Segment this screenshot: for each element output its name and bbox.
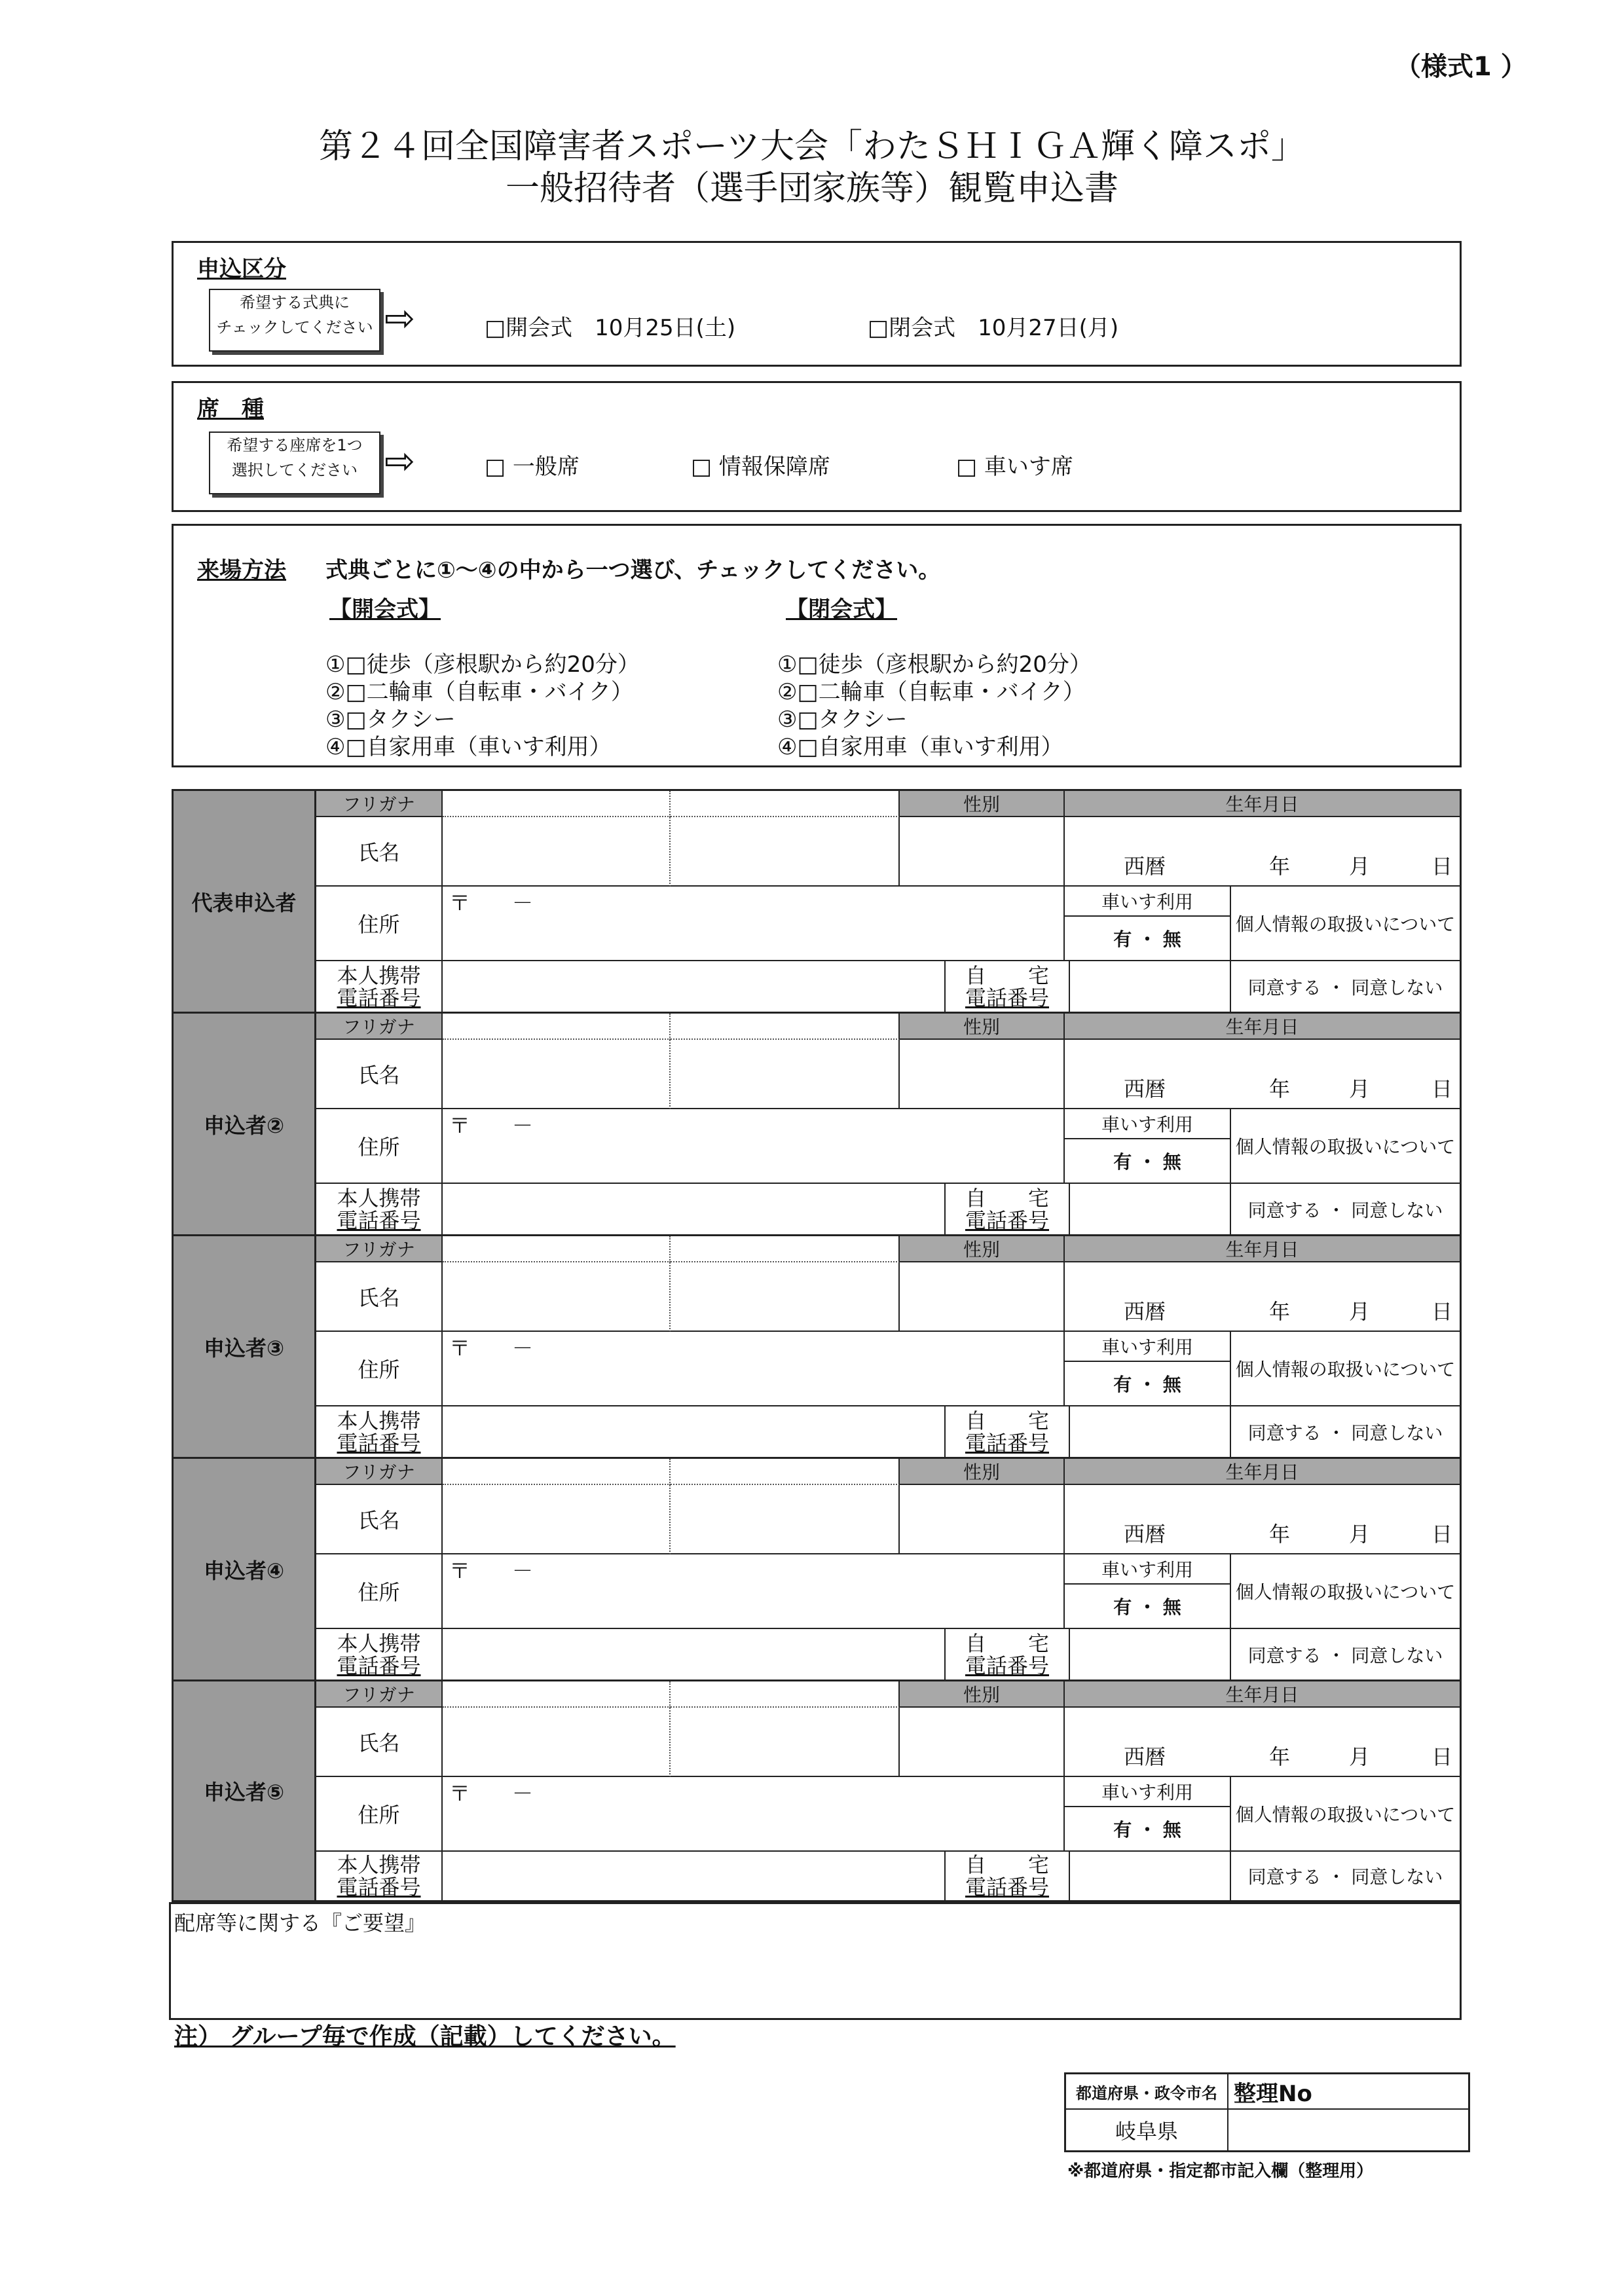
opening-car-checkbox[interactable]: ④□自家用車（車いす利用） xyxy=(325,734,612,760)
gender-label: 性別 xyxy=(900,1681,1065,1708)
consent-options[interactable]: 同意する ・ 同意しない xyxy=(1247,976,1443,999)
era-label: 西暦 xyxy=(1124,1076,1166,1101)
home-label-line1: 自 宅 xyxy=(965,1408,1049,1433)
furigana-given-input[interactable] xyxy=(671,1459,900,1485)
name-label: 氏名 xyxy=(316,1485,443,1554)
name-label: 氏名 xyxy=(316,1040,443,1109)
privacy-label: 個人情報の取扱いについて xyxy=(1231,1332,1460,1406)
given-name-input[interactable] xyxy=(671,1262,900,1332)
home-phone-label xyxy=(946,961,1070,1012)
postal-label: 〒 － xyxy=(449,1558,534,1583)
mobile-label-line2: 電話番号 xyxy=(337,1207,421,1233)
section-ceremony-hint xyxy=(209,289,380,352)
name-label: 氏名 xyxy=(316,817,443,887)
closing-taxi-checkbox[interactable]: ③□タクシー xyxy=(777,707,908,733)
home-phone-input[interactable] xyxy=(1070,1852,1231,1900)
furigana-surname-input[interactable] xyxy=(443,791,671,817)
day-label: 日 xyxy=(1431,1522,1453,1547)
closing-walk-checkbox[interactable]: ①□徒歩（彦根駅から約20分） xyxy=(777,652,1092,678)
applicant-block xyxy=(174,1014,1460,1236)
birth-date-input[interactable] xyxy=(1065,1708,1460,1777)
era-label: 西暦 xyxy=(1124,1522,1166,1547)
year-label: 年 xyxy=(1269,854,1291,879)
applicant-block xyxy=(174,1236,1460,1459)
mobile-label-line1: 本人携帯 xyxy=(337,963,421,988)
hint-line: 希望する式典に xyxy=(240,293,350,312)
furigana-label: フリガナ xyxy=(316,1681,443,1708)
gender-input[interactable] xyxy=(900,1262,1065,1332)
privacy-label: 個人情報の取扱いについて xyxy=(1231,887,1460,961)
consent-options[interactable]: 同意する ・ 同意しない xyxy=(1247,1644,1443,1666)
applicant-block xyxy=(174,1681,1460,1900)
home-label-line2: 電話番号 xyxy=(965,985,1049,1010)
form-number: （様式1 ） xyxy=(1395,52,1527,82)
privacy-label: 個人情報の取扱いについて xyxy=(1231,1554,1460,1629)
seat-info-support-checkbox[interactable]: □ 情報保障席 xyxy=(691,454,830,480)
wheelchair-options[interactable]: 有 ・ 無 xyxy=(1065,917,1231,961)
section-seat-hint xyxy=(209,431,380,494)
month-label: 月 xyxy=(1349,1522,1371,1547)
consent-options[interactable]: 同意する ・ 同意しない xyxy=(1247,1866,1443,1888)
year-label: 年 xyxy=(1269,1522,1291,1547)
address-input[interactable] xyxy=(443,1109,1065,1184)
section-arrival-label: 来場方法 xyxy=(197,557,286,583)
birth-date-input[interactable] xyxy=(1065,1262,1460,1332)
address-input[interactable] xyxy=(443,887,1065,961)
applicant-label: 申込者⑤ xyxy=(174,1681,316,1900)
wheelchair-options[interactable]: 有 ・ 無 xyxy=(1065,1362,1231,1406)
mobile-label-line2: 電話番号 xyxy=(337,1430,421,1456)
furigana-label: フリガナ xyxy=(316,1014,443,1040)
home-label-line1: 自 宅 xyxy=(965,963,1049,988)
day-label: 日 xyxy=(1431,1076,1453,1101)
mobile-label-line2: 電話番号 xyxy=(337,1875,421,1900)
gender-input[interactable] xyxy=(900,1485,1065,1554)
applicant-label: 申込者② xyxy=(174,1014,316,1234)
home-phone-input[interactable] xyxy=(1070,961,1231,1012)
address-label: 住所 xyxy=(316,1554,443,1629)
home-label-line2: 電話番号 xyxy=(965,1875,1049,1900)
furigana-given-input[interactable] xyxy=(671,791,900,817)
gender-label: 性別 xyxy=(900,791,1065,817)
address-label: 住所 xyxy=(316,1777,443,1852)
month-label: 月 xyxy=(1349,1299,1371,1324)
era-label: 西暦 xyxy=(1124,854,1166,879)
prefecture-value: 岐阜県 xyxy=(1066,2110,1228,2150)
closing-car-checkbox[interactable]: ④□自家用車（車いす利用） xyxy=(777,734,1063,760)
month-label: 月 xyxy=(1349,854,1371,879)
home-phone-label xyxy=(946,1184,1070,1234)
given-name-input[interactable] xyxy=(671,1708,900,1777)
address-input[interactable] xyxy=(443,1332,1065,1406)
given-name-input[interactable] xyxy=(671,1040,900,1109)
gender-label: 性別 xyxy=(900,1459,1065,1485)
consent-options[interactable]: 同意する ・ 同意しない xyxy=(1247,1422,1443,1444)
day-label: 日 xyxy=(1431,1744,1453,1769)
seat-general-checkbox[interactable]: □ 一般席 xyxy=(485,454,580,480)
home-phone-input[interactable] xyxy=(1070,1406,1231,1457)
home-phone-input[interactable] xyxy=(1070,1629,1231,1680)
mobile-label-line1: 本人携帯 xyxy=(337,1408,421,1433)
birth-label: 生年月日 xyxy=(1065,1014,1460,1040)
surname-input[interactable] xyxy=(443,1485,671,1554)
closing-heading: 【閉会式】 xyxy=(786,597,897,623)
given-name-input[interactable] xyxy=(671,1485,900,1554)
name-label: 氏名 xyxy=(316,1708,443,1777)
postal-label: 〒 － xyxy=(449,890,534,915)
month-label: 月 xyxy=(1349,1744,1371,1769)
mobile-label-line1: 本人携帯 xyxy=(337,1630,421,1656)
furigana-label: フリガナ xyxy=(316,791,443,817)
home-phone-input[interactable] xyxy=(1070,1184,1231,1234)
opening-bicycle-checkbox[interactable]: ②□二輪車（自転車・バイク） xyxy=(325,679,633,705)
mobile-input[interactable] xyxy=(443,961,946,1012)
wheelchair-options[interactable]: 有 ・ 無 xyxy=(1065,1807,1231,1852)
given-name-input[interactable] xyxy=(671,817,900,887)
form-title-line2: 一般招待者（選手団家族等）観覧申込書 xyxy=(505,169,1118,208)
closing-ceremony-checkbox[interactable]: □閉会式 10月27日(月) xyxy=(868,315,1119,341)
applicant-block xyxy=(174,1459,1460,1681)
era-label: 西暦 xyxy=(1124,1744,1166,1769)
section-seat-label: 席 種 xyxy=(197,396,264,422)
consent-options[interactable]: 同意する ・ 同意しない xyxy=(1247,1199,1443,1221)
postal-label: 〒 － xyxy=(449,1781,534,1806)
birth-label: 生年月日 xyxy=(1065,1459,1460,1485)
surname-input[interactable] xyxy=(443,817,671,887)
applicant-label: 代表申込者 xyxy=(174,791,316,1012)
closing-bicycle-checkbox[interactable]: ②□二輪車（自転車・バイク） xyxy=(777,679,1085,705)
applicant-block xyxy=(174,791,1460,1014)
arrow-right-icon: ⇨ xyxy=(384,440,415,483)
section-seat xyxy=(172,381,1462,512)
mobile-input[interactable] xyxy=(443,1852,946,1900)
era-label: 西暦 xyxy=(1124,1299,1166,1324)
request-label: 配席等に関する『ご要望』 xyxy=(174,1911,426,1936)
home-label-line2: 電話番号 xyxy=(965,1207,1049,1233)
birth-date-input[interactable] xyxy=(1065,1485,1460,1554)
day-label: 日 xyxy=(1431,1299,1453,1324)
form-title-line1: 第２４回全国障害者スポーツ大会「わたＳＨＩＧＡ輝く障スポ」 xyxy=(319,127,1305,166)
section-ceremony xyxy=(172,241,1462,367)
year-label: 年 xyxy=(1269,1299,1291,1324)
birth-label: 生年月日 xyxy=(1065,1681,1460,1708)
furigana-surname-input[interactable] xyxy=(443,1014,671,1040)
name-label: 氏名 xyxy=(316,1262,443,1332)
opening-heading: 【開会式】 xyxy=(329,597,441,623)
mobile-input[interactable] xyxy=(443,1184,946,1234)
gender-input[interactable] xyxy=(900,1040,1065,1109)
home-label-line1: 自 宅 xyxy=(965,1630,1049,1656)
wheelchair-label: 車いす利用 xyxy=(1065,1109,1231,1139)
mobile-label-line1: 本人携帯 xyxy=(337,1185,421,1211)
privacy-label: 個人情報の取扱いについて xyxy=(1231,1777,1460,1852)
hint-line: 選択してください xyxy=(232,461,358,479)
home-phone-label xyxy=(946,1406,1070,1457)
mobile-label-line2: 電話番号 xyxy=(337,985,421,1010)
hint-line: 希望する座席を1つ xyxy=(227,436,363,454)
arrival-instruction: 式典ごとに①～④の中から一つ選び、チェックしてください。 xyxy=(325,557,941,583)
home-phone-label xyxy=(946,1852,1070,1900)
address-input[interactable] xyxy=(443,1554,1065,1629)
wheelchair-options[interactable]: 有 ・ 無 xyxy=(1065,1585,1231,1629)
furigana-given-input[interactable] xyxy=(671,1681,900,1708)
home-label-line1: 自 宅 xyxy=(965,1185,1049,1211)
year-label: 年 xyxy=(1269,1076,1291,1101)
gender-input[interactable] xyxy=(900,817,1065,887)
birth-date-input[interactable] xyxy=(1065,817,1460,887)
applicant-label: 申込者④ xyxy=(174,1459,316,1680)
section-arrival xyxy=(172,524,1462,767)
home-label-line2: 電話番号 xyxy=(965,1653,1049,1678)
furigana-label: フリガナ xyxy=(316,1236,443,1262)
gender-label: 性別 xyxy=(900,1236,1065,1262)
furigana-surname-input[interactable] xyxy=(443,1681,671,1708)
reference-number-label: 整理No xyxy=(1228,2074,1468,2110)
opening-walk-checkbox[interactable]: ①□徒歩（彦根駅から約20分） xyxy=(325,652,640,678)
postal-label: 〒 － xyxy=(449,1113,534,1138)
furigana-label: フリガナ xyxy=(316,1459,443,1485)
home-label-line1: 自 宅 xyxy=(965,1852,1049,1877)
group-note: 注） グループ毎で作成（記載）してください。 xyxy=(174,2023,676,2050)
seat-wheelchair-checkbox[interactable]: □ 車いす席 xyxy=(956,454,1073,480)
address-label: 住所 xyxy=(316,1332,443,1406)
day-label: 日 xyxy=(1431,854,1453,879)
home-label-line2: 電話番号 xyxy=(965,1430,1049,1456)
surname-input[interactable] xyxy=(443,1708,671,1777)
mobile-label xyxy=(316,1406,443,1457)
mobile-input[interactable] xyxy=(443,1629,946,1680)
address-input[interactable] xyxy=(443,1777,1065,1852)
surname-input[interactable] xyxy=(443,1262,671,1332)
prefecture-footnote: ※都道府県・指定都市記入欄（整理用） xyxy=(1067,2161,1374,2181)
mobile-input[interactable] xyxy=(443,1406,946,1457)
wheelchair-label: 車いす利用 xyxy=(1065,1554,1231,1585)
mobile-label xyxy=(316,961,443,1012)
wheelchair-label: 車いす利用 xyxy=(1065,887,1231,917)
year-label: 年 xyxy=(1269,1744,1291,1769)
opening-ceremony-checkbox[interactable]: □開会式 10月25日(土) xyxy=(485,315,736,341)
wheelchair-label: 車いす利用 xyxy=(1065,1777,1231,1807)
furigana-surname-input[interactable] xyxy=(443,1459,671,1485)
hint-line: チェックしてください xyxy=(216,318,373,337)
privacy-label: 個人情報の取扱いについて xyxy=(1231,1109,1460,1184)
reference-number-input[interactable] xyxy=(1228,2110,1468,2150)
birth-label: 生年月日 xyxy=(1065,1236,1460,1262)
birth-date-input[interactable] xyxy=(1065,1040,1460,1109)
address-label: 住所 xyxy=(316,1109,443,1184)
applicant-label: 申込者③ xyxy=(174,1236,316,1457)
furigana-given-input[interactable] xyxy=(671,1236,900,1262)
gender-input[interactable] xyxy=(900,1708,1065,1777)
birth-label: 生年月日 xyxy=(1065,791,1460,817)
applicant-table xyxy=(172,789,1462,1902)
opening-taxi-checkbox[interactable]: ③□タクシー xyxy=(325,707,456,733)
mobile-label-line1: 本人携帯 xyxy=(337,1852,421,1877)
wheelchair-options[interactable]: 有 ・ 無 xyxy=(1065,1139,1231,1184)
furigana-given-input[interactable] xyxy=(671,1014,900,1040)
furigana-surname-input[interactable] xyxy=(443,1236,671,1262)
mobile-label xyxy=(316,1629,443,1680)
address-label: 住所 xyxy=(316,887,443,961)
prefecture-header-label: 都道府県・政令市名 xyxy=(1066,2074,1228,2110)
arrow-right-icon: ⇨ xyxy=(384,297,415,340)
gender-label: 性別 xyxy=(900,1014,1065,1040)
mobile-label-line2: 電話番号 xyxy=(337,1653,421,1678)
mobile-label xyxy=(316,1184,443,1234)
wheelchair-label: 車いす利用 xyxy=(1065,1332,1231,1362)
home-phone-label xyxy=(946,1629,1070,1680)
section-ceremony-label: 申込区分 xyxy=(197,256,286,282)
surname-input[interactable] xyxy=(443,1040,671,1109)
prefecture-box xyxy=(1064,2072,1470,2152)
month-label: 月 xyxy=(1349,1076,1371,1101)
postal-label: 〒 － xyxy=(449,1336,534,1361)
mobile-label xyxy=(316,1852,443,1900)
